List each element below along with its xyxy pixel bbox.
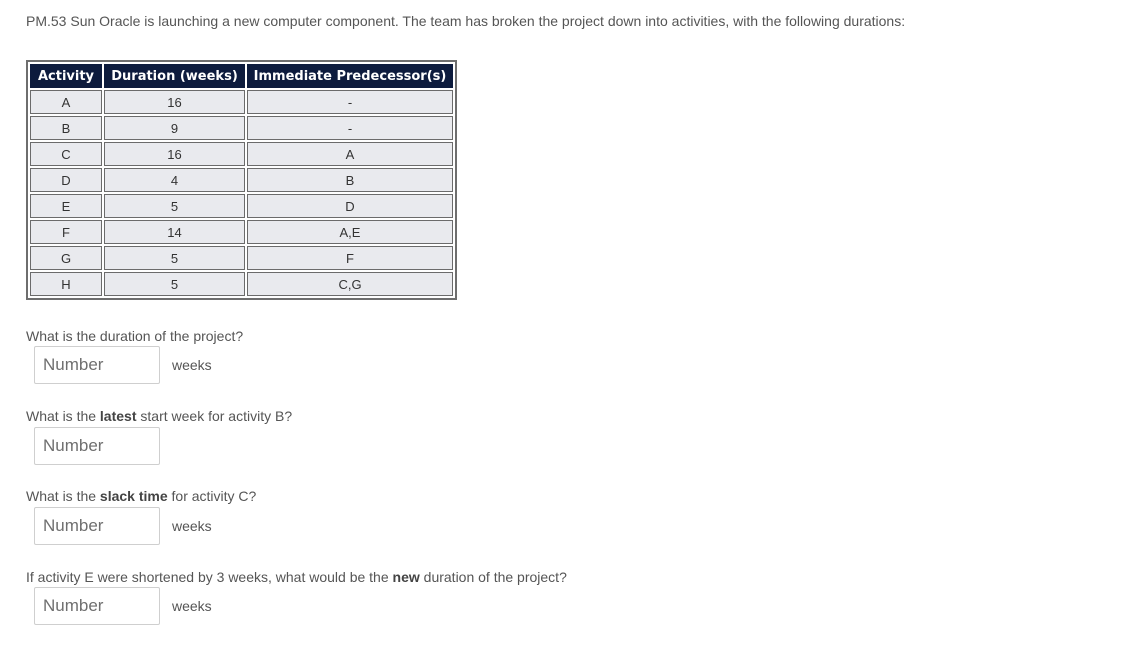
table-row [30,246,453,270]
activity-table [26,60,457,300]
activity-cell: E [30,194,102,218]
activity-cell: A [30,90,102,114]
table-row [30,168,453,192]
table-row [30,194,453,218]
duration-cell: 5 [104,246,245,270]
unit-label: weeks [172,518,212,534]
activity-cell: D [30,168,102,192]
activity-cell: C [30,142,102,166]
table-header-row [30,64,453,88]
duration-cell: 16 [104,90,245,114]
activity-cell: B [30,116,102,140]
question-project-duration: What is the duration of the project? [26,328,244,344]
table-row [30,116,453,140]
activity-cell: F [30,220,102,244]
problem-statement: PM.53 Sun Oracle is launching a new computer component. The team has broken the project down into activities, with the following durations: [26,13,906,29]
predecessor-cell: D [247,194,453,218]
duration-cell: 14 [104,220,245,244]
project-duration-input[interactable] [34,346,160,384]
slack-c-input[interactable] [34,507,160,545]
duration-cell: 5 [104,272,245,296]
table-row [30,90,453,114]
table-row [30,142,453,166]
unit-label: weeks [172,598,212,614]
predecessor-cell: F [247,246,453,270]
predecessor-cell: - [247,90,453,114]
predecessor-cell: B [247,168,453,192]
answer-row-slack-c [34,507,212,545]
duration-cell: 4 [104,168,245,192]
predecessor-cell: A,E [247,220,453,244]
activity-cell: G [30,246,102,270]
predecessor-cell: C,G [247,272,453,296]
table-row [30,272,453,296]
unit-label: weeks [172,357,212,373]
duration-cell: 16 [104,142,245,166]
table-row [30,220,453,244]
question-new-duration: If activity E were shortened by 3 weeks, what would be the new duration of the project? [26,569,567,585]
predecessor-cell: - [247,116,453,140]
duration-cell: 5 [104,194,245,218]
answer-row-project-duration [34,346,212,384]
header-activity: Activity [30,64,102,88]
answer-row-latest-start-b [34,427,160,465]
question-slack-c: What is the slack time for activity C? [26,488,257,504]
predecessor-cell: A [247,142,453,166]
latest-start-b-input[interactable] [34,427,160,465]
header-predecessors: Immediate Predecessor(s) [247,64,453,88]
duration-cell: 9 [104,116,245,140]
answer-row-new-duration [34,587,212,625]
header-duration: Duration (weeks) [104,64,245,88]
activity-cell: H [30,272,102,296]
question-latest-start-b: What is the latest start week for activity B? [26,408,293,424]
new-duration-input[interactable] [34,587,160,625]
